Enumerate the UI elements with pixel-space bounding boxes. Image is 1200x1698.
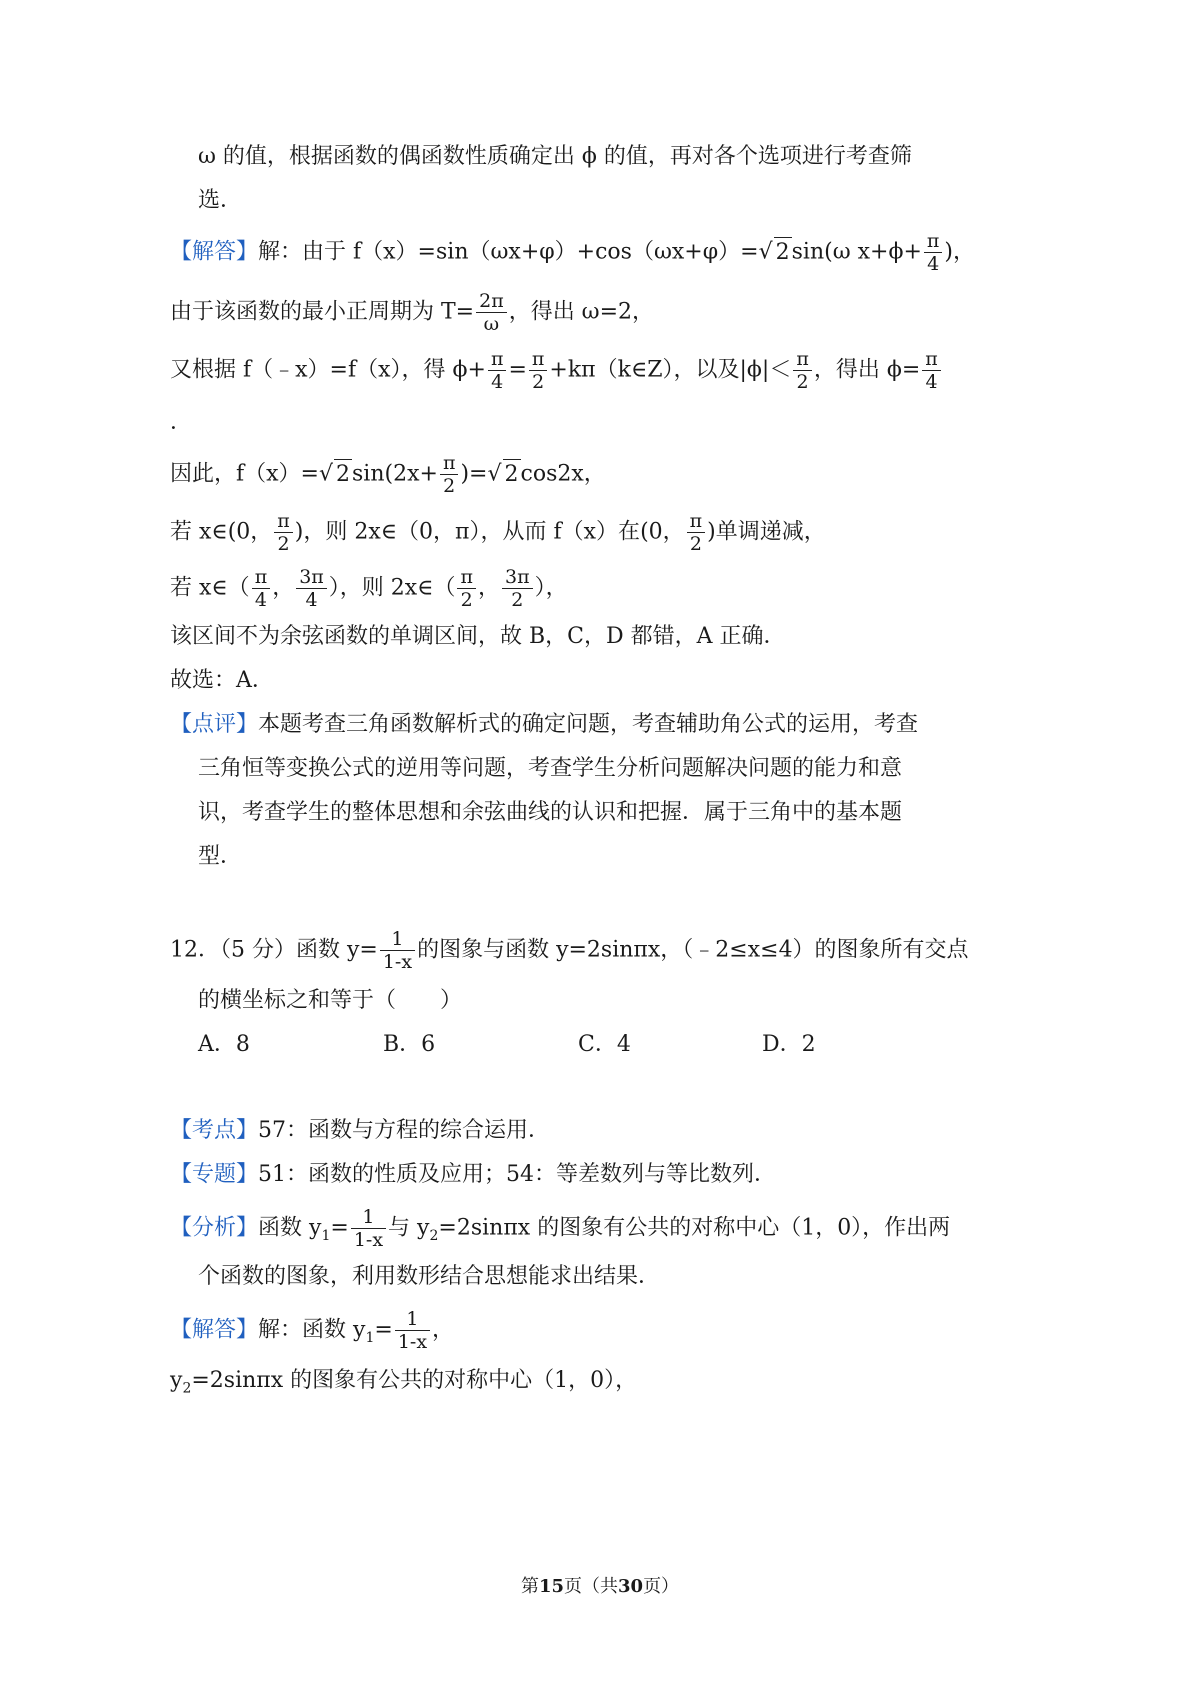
analysis-line-1: 【分析】函数 $y_1=$ $\frac{1}{1-x}$ 与 $y_2=2\sin\pi x$ 的图象有公共的对称中心（1，0），作出两: [170, 1206, 951, 1251]
question-12-stem: 12．（5 分）函数 y= $\frac{1}{1-x}$ 的图象与函数 y=2sinπx，（﹣2≤x≤4）的图象所有交点: [170, 928, 969, 973]
line-1: ω 的值，根据函数的偶函数性质确定出 ϕ 的值，再对各个选项进行考查筛: [198, 144, 912, 169]
comment-line-3: 识，考查学生的整体思想和余弦曲线的认识和把握．属于三角中的基本题: [198, 800, 903, 825]
line-2: 选．: [198, 188, 243, 213]
option-b: B．6: [383, 1032, 436, 1057]
line-dot: ．: [170, 410, 193, 435]
fraction-2pi-over-omega: $\frac{2\pi}{\omega}$: [476, 290, 507, 335]
solution-tag: 【解答】: [170, 239, 259, 265]
comment-line-4: 型．: [198, 844, 243, 869]
comment-line-1: 【点评】本题考查三角函数解析式的确定问题，考查辅助角公式的运用，考查: [170, 712, 919, 737]
page-total: 30: [618, 1576, 644, 1597]
line-answer: 故选：A．: [170, 668, 274, 693]
line-interval-1: 若 x∈(0， $\frac{\pi}{2}$ )，则 2x∈（0，π），从而 f（x）在(0， $\frac{\pi}{2}$ )单调递减，: [170, 510, 826, 555]
knowledge-point: 【考点】57：函数与方程的综合运用．: [170, 1118, 551, 1143]
line-period: 由于该函数的最小正周期为 T= $\frac{2\pi}{\omega}$ ，得出 ω=2，: [170, 290, 655, 335]
question-12-stem-2: 的横坐标之和等于（ ）: [198, 988, 463, 1013]
option-a: A．8: [198, 1032, 250, 1057]
solution-2-line-2: $y_2=2\sin\pi x$ 的图象有公共的对称中心（1，0），: [170, 1368, 638, 1397]
page-footer: 第15页（共30页）: [520, 1576, 680, 1597]
sqrt-symbol: √: [758, 239, 773, 265]
line-phase: 又根据 f（﹣x）=f（x），得 ϕ+ $\frac{\pi}{4}$ = $\frac{\pi}{2}$ +kπ（k∈Z），以及|ϕ|＜ $\frac{\pi}{2}$ ，得出 ϕ= $\frac{\pi}{4}$: [170, 348, 943, 393]
option-d: D．2: [762, 1032, 816, 1057]
option-c: C．4: [578, 1032, 631, 1057]
comment-line-2: 三角恒等变换公式的逆用等问题，考查学生分析问题解决问题的能力和意: [198, 756, 903, 781]
line-therefore: 因此，f（x）=√ 2sin(2x+ $\frac{\pi}{2}$ )=√ 2cos2x，: [170, 452, 606, 497]
analysis-line-2: 个函数的图象，利用数形结合思想能求出结果．: [198, 1264, 661, 1289]
solution-line-1: 【解答】解：由于 f（x）=sin（ωx+φ）+cos（ωx+φ）=√ 2sin(ω x+ϕ+ $\frac{\pi}{4}$ )，: [170, 230, 975, 275]
topic: 【专题】51：函数的性质及应用；54：等差数列与等比数列．: [170, 1162, 777, 1187]
comment-tag: 【点评】: [170, 712, 259, 737]
fraction-pi-over-4: $\frac{\pi}{4}$: [924, 230, 943, 275]
page-number: 15: [538, 1576, 564, 1597]
solution-2-line-1: 【解答】解：函数 $y_1=$ $\frac{1}{1-x}$ ，: [170, 1308, 455, 1353]
line-interval-2: 若 x∈（ $\frac{\pi}{4}$ ， $\frac{3\pi}{4}$ ），则 2x∈（ $\frac{\pi}{2}$ ， $\frac{3\pi}{2}$ ），: [170, 566, 568, 611]
line-conclusion: 该区间不为余弦函数的单调区间，故 B，C，D 都错，A 正确．: [170, 624, 786, 649]
